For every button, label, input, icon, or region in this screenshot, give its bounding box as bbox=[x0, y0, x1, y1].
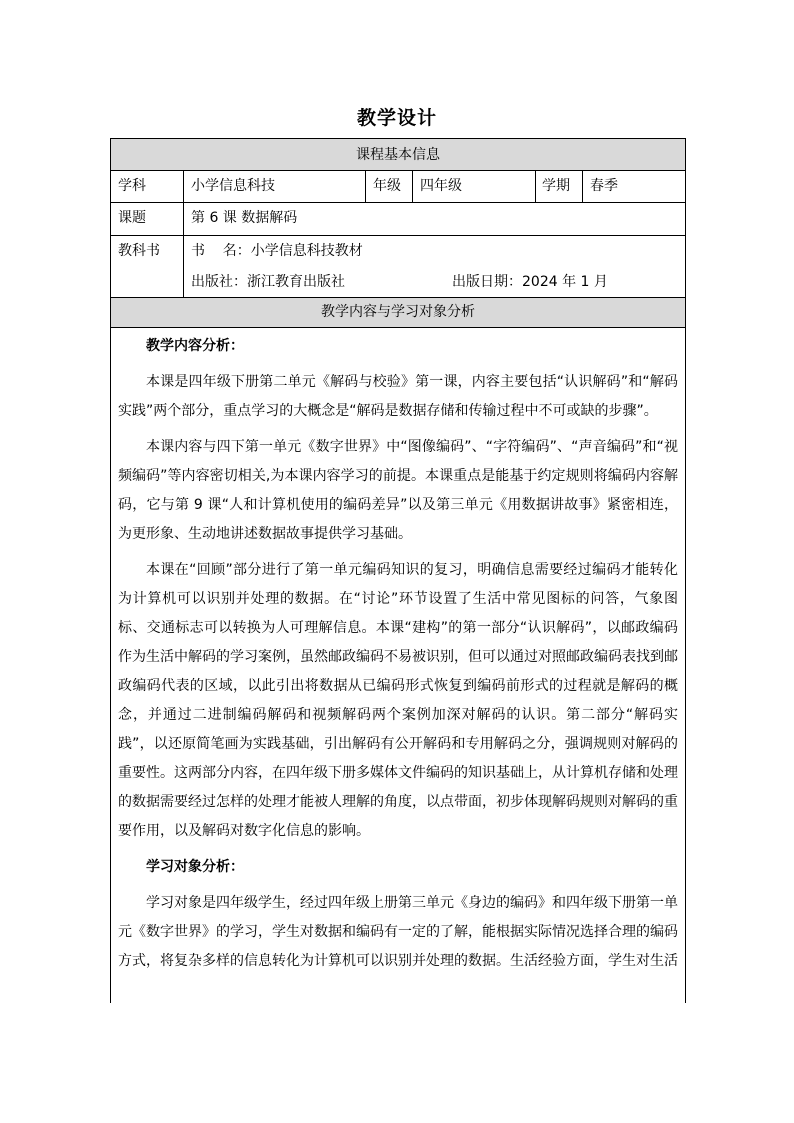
basic-info-header: 课程基本信息 bbox=[356, 147, 440, 163]
page-title: 教学设计 bbox=[356, 107, 437, 129]
subject-value: 小学信息科技 bbox=[191, 178, 275, 194]
table-rule bbox=[110, 170, 686, 171]
table-rule bbox=[365, 170, 366, 202]
learner-paragraph: 学习对象是四年级学生，经过四年级上册第三单元《身边的编码》和四年级下册第一单元《数字世界》的学习，学生对数据和编码有一定的了解，能根据实际情况选择合理的编码方式，将复杂多样的信息转化为计算机可以识别并处理的数据。生活经验方面，学生对生活 bbox=[118, 895, 678, 969]
book-name: 书 名：小学信息科技教材 bbox=[191, 243, 363, 259]
table-rule bbox=[110, 297, 686, 298]
publisher: 出版社：浙江教育出版社 bbox=[191, 274, 345, 290]
content-paragraph: 本课内容与四下第一单元《数字世界》中“图像编码”、“字符编码”、“声音编码”和“视频编码”等内容密切相关,为本课内容学习的前提。本课重点是能基于约定规则将编码内容解码，它与第 9 课“人和计算机使用的编码差异”以及第三单元《用数据讲故事》紧密相连，为更形象、生动地讲述数据故事提供学习基础。 bbox=[118, 439, 678, 542]
table-rule bbox=[412, 170, 413, 202]
publish-date: 出版日期：2024 年 1 月 bbox=[452, 274, 608, 290]
grade-label: 年级 bbox=[373, 178, 401, 194]
table-rule bbox=[110, 202, 686, 203]
analysis-header: 教学内容与学习对象分析 bbox=[321, 304, 475, 320]
content-paragraph: 本课在“回顾”部分进行了第一单元编码知识的复习，明确信息需要经过编码才能转化为计算机可以识别并处理的数据。在“讨论”环节设置了生活中常见图标的问答，气象图标、交通标志可以转换为人可理解信息。本课“建构”的第一部分“认识解码”，以邮政编码作为生活中解码的学习案例，虽然邮政编码不易被识别，但可以通过对照邮政编码表找到邮政编码代表的区域，以此引出将数据从已编码形式恢复到编码前形式的过程就是解码的概念，并通过二进制编码解码和视频解码两个案例加深对解码的认识。第二部分“解码实践”，以还原简笔画为实践基础，引出解码有公开解码和专用解码之分，强调规则对解码的重要性。这两部分内容，在四年级下册多媒体文件编码的知识基础上，从计算机存储和处理的数据需要经过怎样的处理才能被人理解的角度，以点带面，初步体现解码规则对解码的重要作用，以及解码对数字化信息的影响。 bbox=[118, 562, 678, 839]
table-rule bbox=[535, 170, 536, 202]
content-analysis-heading: 教学内容分析： bbox=[146, 338, 244, 354]
grade-value: 四年级 bbox=[420, 178, 462, 194]
textbook-label: 教科书 bbox=[118, 243, 160, 259]
table-rule bbox=[582, 170, 583, 202]
content-paragraph: 本课是四年级下册第二单元《解码与校验》第一课，内容主要包括“认识解码”和“解码实践”两个部分，重点学习的大概念是“解码是数据存储和传输过程中不可或缺的步骤”。 bbox=[118, 374, 678, 419]
term-value: 春季 bbox=[590, 178, 618, 194]
table-rule bbox=[110, 327, 686, 328]
table-rule bbox=[183, 170, 184, 297]
analysis-content bbox=[118, 332, 678, 976]
lesson-label: 课题 bbox=[118, 210, 146, 226]
table-rule bbox=[110, 235, 686, 236]
lesson-value: 第 6 课 数据解码 bbox=[191, 210, 298, 226]
term-label: 学期 bbox=[542, 178, 570, 194]
learner-analysis-heading: 学习对象分析： bbox=[146, 859, 244, 875]
subject-label: 学科 bbox=[118, 178, 146, 194]
